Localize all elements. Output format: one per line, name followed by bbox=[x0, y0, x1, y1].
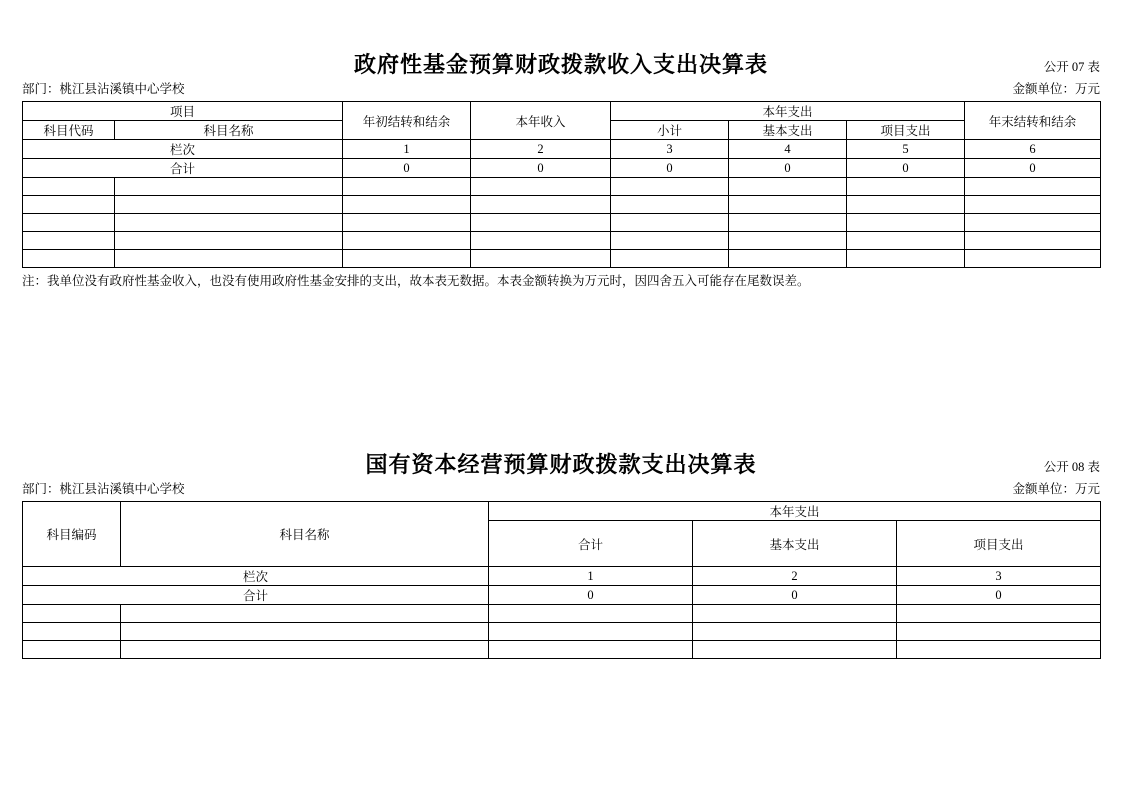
header-year-expenditure-group: 本年支出 bbox=[611, 102, 965, 121]
table-total-row bbox=[23, 159, 1101, 178]
cell-empty bbox=[489, 605, 693, 623]
table-row bbox=[23, 232, 1101, 250]
cell-empty bbox=[115, 232, 343, 250]
table-index-row bbox=[23, 567, 1101, 586]
cell-empty bbox=[115, 178, 343, 196]
section2-form-number: 公开 08 表 bbox=[1043, 460, 1100, 474]
cell-empty bbox=[897, 623, 1101, 641]
section1-title: 政府性基金预算财政拨款收入支出决算表 bbox=[353, 52, 768, 78]
cell-empty bbox=[611, 250, 729, 268]
cell-empty bbox=[729, 196, 847, 214]
section2-amount-unit: 金额单位：万元 bbox=[1012, 482, 1100, 496]
cell-empty bbox=[729, 232, 847, 250]
cell-empty bbox=[471, 214, 611, 232]
table-row bbox=[23, 641, 1101, 659]
table-row bbox=[23, 196, 1101, 214]
total-row-label: 合计 bbox=[23, 586, 489, 605]
cell-empty bbox=[897, 605, 1101, 623]
section2-title: 国有资本经营预算财政拨款支出决算表 bbox=[365, 452, 757, 478]
header-end-balance: 年末结转和结余 bbox=[965, 102, 1101, 140]
index-row-label: 栏次 bbox=[23, 140, 343, 159]
cell-empty bbox=[693, 641, 897, 659]
total-value-3: 0 bbox=[897, 586, 1101, 605]
index-col-2: 2 bbox=[471, 140, 611, 159]
total-value-3: 0 bbox=[611, 159, 729, 178]
cell-empty bbox=[343, 196, 471, 214]
cell-empty bbox=[965, 232, 1101, 250]
total-row-label: 合计 bbox=[23, 159, 343, 178]
total-value-1: 0 bbox=[343, 159, 471, 178]
index-row-label: 栏次 bbox=[23, 567, 489, 586]
cell-empty bbox=[729, 250, 847, 268]
cell-empty bbox=[471, 178, 611, 196]
index-col-3: 3 bbox=[897, 567, 1101, 586]
cell-empty bbox=[965, 250, 1101, 268]
cell-empty bbox=[693, 605, 897, 623]
section1-amount-unit: 金额单位：万元 bbox=[1012, 82, 1100, 96]
cell-empty bbox=[23, 605, 121, 623]
table-header-row-group bbox=[23, 502, 1101, 521]
header-subject-code: 科目编码 bbox=[23, 502, 121, 567]
section1-note: 注：我单位没有政府性基金收入，也没有使用政府性基金安排的支出，故本表无数据。本表金额转换为万元时，因四舍五入可能存在尾数误差。 bbox=[22, 274, 810, 288]
cell-empty bbox=[471, 232, 611, 250]
cell-empty bbox=[965, 178, 1101, 196]
cell-empty bbox=[897, 641, 1101, 659]
cell-empty bbox=[489, 623, 693, 641]
cell-empty bbox=[343, 178, 471, 196]
index-col-6: 6 bbox=[965, 140, 1101, 159]
section-government-fund-budget bbox=[0, 48, 1122, 289]
cell-empty bbox=[23, 232, 115, 250]
cell-empty bbox=[23, 623, 121, 641]
header-year-income: 本年收入 bbox=[471, 102, 611, 140]
table-total-row bbox=[23, 586, 1101, 605]
table-row bbox=[23, 250, 1101, 268]
total-value-2: 0 bbox=[693, 586, 897, 605]
cell-empty bbox=[121, 641, 489, 659]
cell-empty bbox=[847, 178, 965, 196]
header-project-group: 项目 bbox=[23, 102, 343, 121]
section-state-capital-budget bbox=[0, 448, 1122, 659]
cell-empty bbox=[847, 214, 965, 232]
cell-empty bbox=[23, 250, 115, 268]
table-row bbox=[23, 214, 1101, 232]
section1-form-number: 公开 07 表 bbox=[1043, 60, 1100, 74]
cell-empty bbox=[115, 196, 343, 214]
cell-empty bbox=[965, 214, 1101, 232]
header-subject-name: 科目名称 bbox=[115, 121, 343, 140]
index-col-2: 2 bbox=[693, 567, 897, 586]
table-header-row-group bbox=[23, 102, 1101, 121]
header-project-expenditure: 项目支出 bbox=[847, 121, 965, 140]
header-subtotal: 小计 bbox=[611, 121, 729, 140]
total-value-6: 0 bbox=[965, 159, 1101, 178]
header-project-expenditure: 项目支出 bbox=[897, 521, 1101, 567]
cell-empty bbox=[343, 232, 471, 250]
cell-empty bbox=[611, 178, 729, 196]
cell-empty bbox=[471, 196, 611, 214]
cell-empty bbox=[115, 250, 343, 268]
header-basic-expenditure: 基本支出 bbox=[693, 521, 897, 567]
header-subject-code: 科目代码 bbox=[23, 121, 115, 140]
cell-empty bbox=[847, 196, 965, 214]
cell-empty bbox=[471, 250, 611, 268]
cell-empty bbox=[965, 196, 1101, 214]
index-col-1: 1 bbox=[343, 140, 471, 159]
cell-empty bbox=[23, 214, 115, 232]
cell-empty bbox=[23, 196, 115, 214]
total-value-4: 0 bbox=[729, 159, 847, 178]
table-row bbox=[23, 605, 1101, 623]
cell-empty bbox=[121, 623, 489, 641]
cell-empty bbox=[729, 178, 847, 196]
cell-empty bbox=[489, 641, 693, 659]
cell-empty bbox=[23, 641, 121, 659]
cell-empty bbox=[611, 196, 729, 214]
section2-table bbox=[22, 501, 1101, 659]
cell-empty bbox=[847, 232, 965, 250]
index-col-5: 5 bbox=[847, 140, 965, 159]
index-col-3: 3 bbox=[611, 140, 729, 159]
header-subject-name: 科目名称 bbox=[121, 502, 489, 567]
total-value-2: 0 bbox=[471, 159, 611, 178]
table-index-row bbox=[23, 140, 1101, 159]
header-basic-expenditure: 基本支出 bbox=[729, 121, 847, 140]
index-col-1: 1 bbox=[489, 567, 693, 586]
cell-empty bbox=[343, 214, 471, 232]
header-total: 合计 bbox=[489, 521, 693, 567]
table-row bbox=[23, 623, 1101, 641]
cell-empty bbox=[611, 214, 729, 232]
index-col-4: 4 bbox=[729, 140, 847, 159]
header-year-expenditure-group: 本年支出 bbox=[489, 502, 1101, 521]
cell-empty bbox=[729, 214, 847, 232]
cell-empty bbox=[693, 623, 897, 641]
cell-empty bbox=[611, 232, 729, 250]
section2-department: 部门：桃江县沾溪镇中心学校 bbox=[22, 482, 185, 496]
cell-empty bbox=[121, 605, 489, 623]
cell-empty bbox=[115, 214, 343, 232]
section1-department: 部门：桃江县沾溪镇中心学校 bbox=[22, 82, 185, 96]
header-begin-balance: 年初结转和结余 bbox=[343, 102, 471, 140]
section1-table bbox=[22, 101, 1101, 268]
total-value-5: 0 bbox=[847, 159, 965, 178]
cell-empty bbox=[343, 250, 471, 268]
cell-empty bbox=[847, 250, 965, 268]
cell-empty bbox=[23, 178, 115, 196]
table-row bbox=[23, 178, 1101, 196]
total-value-1: 0 bbox=[489, 586, 693, 605]
